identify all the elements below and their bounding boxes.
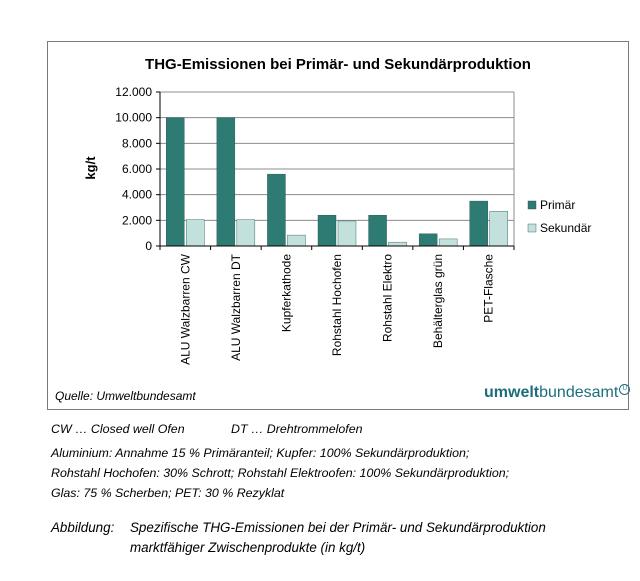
abbr-cw: CW … Closed well Ofen bbox=[51, 422, 185, 436]
x-tick-label: Rohstahl Elektro bbox=[380, 254, 395, 343]
bar-sekundaer bbox=[439, 239, 457, 246]
logo-text-bold: umwelt bbox=[484, 384, 540, 401]
y-tick-label: 12.000 bbox=[115, 85, 152, 99]
abbreviations bbox=[51, 422, 631, 438]
logo-text-light: bundesamt bbox=[539, 384, 619, 401]
note-line-1: Aluminium: Annahme 15 % Primäranteil; Kupfer: 100% Sekundärproduktion; bbox=[51, 446, 470, 460]
y-tick-label: 0 bbox=[145, 239, 152, 253]
bar-sekundaer bbox=[287, 235, 305, 246]
note-line-3: Glas: 75 % Scherben; PET: 30 % Rezyklat bbox=[51, 486, 285, 500]
y-tick-label: 6.000 bbox=[121, 162, 152, 176]
abbr-dt: DT … Drehtrommelofen bbox=[231, 422, 363, 436]
bar-primaer bbox=[166, 118, 184, 246]
x-tick-label: Kupferkathode bbox=[279, 254, 294, 333]
legend-label: Sekundär bbox=[540, 221, 592, 235]
legend-label: Primär bbox=[540, 198, 576, 212]
x-tick-label: ALU Walzbarren DT bbox=[228, 254, 243, 361]
bar-primaer bbox=[419, 234, 437, 246]
caption-line-2: marktfähiger Zwischenprodukte (in kg/t) bbox=[130, 540, 366, 555]
bar-primaer bbox=[369, 215, 387, 246]
bar-sekundaer bbox=[186, 220, 204, 246]
plot-area bbox=[115, 85, 514, 365]
x-tick-label: Rohstahl Hochofen bbox=[330, 254, 344, 357]
bar-sekundaer bbox=[338, 221, 356, 246]
bar-sekundaer bbox=[490, 211, 508, 246]
bar-primaer bbox=[217, 118, 235, 246]
x-tick-label: PET-Flasche bbox=[481, 254, 496, 323]
y-tick-label: 4.000 bbox=[121, 187, 152, 202]
y-tick-label: 2.000 bbox=[121, 213, 152, 228]
footnotes bbox=[51, 422, 631, 500]
legend-swatch bbox=[528, 224, 536, 232]
source-note: Quelle: Umweltbundesamt bbox=[55, 389, 196, 403]
y-tick-label: 10.000 bbox=[115, 110, 152, 125]
caption-label: Abbildung: bbox=[51, 520, 115, 535]
bar-primaer bbox=[470, 201, 488, 246]
bar-sekundaer bbox=[389, 242, 407, 246]
y-tick-label: 8.000 bbox=[121, 136, 152, 151]
y-axis-label: kg/t bbox=[83, 156, 98, 180]
x-tick-label: Behälterglas grün bbox=[431, 253, 446, 349]
bar-primaer bbox=[318, 215, 336, 246]
chart-title: THG-Emissionen bei Primär- und Sekundärproduktion bbox=[145, 56, 531, 73]
note-line-2: Rohstahl Hochofen: 30% Schrott; Rohstahl Elektroofen: 100% Sekundärproduktion; bbox=[51, 466, 510, 480]
legend-swatch bbox=[528, 201, 536, 209]
bar-sekundaer bbox=[237, 220, 255, 246]
logo-mark-icon: U bbox=[619, 384, 630, 395]
umweltbundesamt-logo bbox=[484, 384, 630, 402]
bar-primaer bbox=[267, 174, 285, 246]
legend bbox=[528, 198, 591, 235]
caption-text bbox=[130, 518, 630, 558]
x-tick-label: ALU Walzbarren CW bbox=[178, 253, 193, 365]
caption-line-1: Spezifische THG-Emissionen bei der Primär- und Sekundärproduktion bbox=[130, 520, 546, 535]
